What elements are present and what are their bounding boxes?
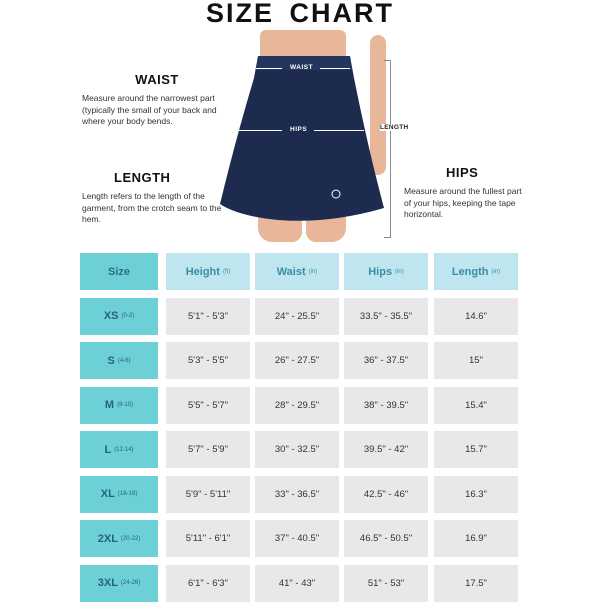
hips-cell: 46.5" - 50.5": [344, 520, 428, 557]
skirt-shape: [218, 48, 388, 238]
size-cell: [80, 565, 158, 602]
header-length: [434, 253, 518, 290]
length-cell: 14.6": [434, 298, 518, 335]
length-cell: 15.4": [434, 387, 518, 424]
height-cell: 5'3" - 5'5": [166, 342, 250, 379]
table-row: [80, 342, 520, 379]
waist-figure-label: WAIST: [290, 64, 314, 71]
size-label: XS: [103, 310, 119, 322]
size-label: S: [107, 354, 115, 367]
waist-description: Measure around the narrowest part (typically the small of your back and where your body bends.: [82, 93, 217, 126]
size-label: M: [104, 399, 115, 411]
size-range: (0-2): [121, 313, 135, 319]
table-row: [80, 431, 520, 468]
hips-heading: HIPS: [446, 165, 479, 180]
length-cell: 15.7": [434, 431, 518, 468]
size-cell: [80, 476, 158, 513]
skirt-illustration: [218, 30, 388, 242]
header-label: Waist: [276, 265, 306, 278]
length-line-top: [384, 60, 391, 61]
height-cell: 5'7" - 5'9": [166, 431, 250, 468]
header-label: Hips: [368, 265, 393, 278]
waist-cell: 26" - 27.5": [255, 342, 339, 379]
size-label: 2XL: [97, 532, 118, 545]
height-cell: 5'9" - 5'11": [166, 476, 250, 513]
page-title: SIZE CHART: [206, 0, 394, 28]
header-size: [80, 253, 158, 290]
length-line: [390, 60, 391, 238]
size-label: XL: [100, 488, 115, 500]
header-unit: (ft): [222, 268, 231, 275]
size-label: L: [104, 443, 112, 456]
waist-cell: 41" - 43": [255, 565, 339, 602]
hips-info: [404, 165, 529, 221]
hips-line: [238, 130, 282, 131]
length-description: Length refers to the length of the garment, from the crotch seam to the hem.: [82, 191, 222, 224]
header-hips: [344, 253, 428, 290]
waist-cell: 37" - 40.5": [255, 520, 339, 557]
waist-heading: WAIST: [135, 72, 179, 87]
hips-cell: 36" - 37.5": [344, 342, 428, 379]
table-row: [80, 476, 520, 513]
size-range: (20-22): [120, 535, 141, 542]
size-range: (16-18): [117, 491, 138, 497]
waist-cell: 33" - 36.5": [255, 476, 339, 513]
length-line-bottom: [384, 237, 391, 238]
size-cell: [80, 431, 158, 468]
header-label: Length: [451, 265, 489, 278]
hips-cell: 51" - 53": [344, 565, 428, 602]
length-cell: 15": [434, 342, 518, 379]
header-unit: (in): [395, 268, 404, 275]
size-cell: [80, 387, 158, 424]
height-cell: 6'1" - 6'3": [166, 565, 250, 602]
hips-line-right: [314, 130, 364, 131]
size-cell: [80, 520, 158, 557]
size-cell: [80, 298, 158, 335]
hips-cell: 38" - 39.5": [344, 387, 428, 424]
hips-figure-label: HIPS: [290, 126, 308, 133]
length-cell: 17.5": [434, 565, 518, 602]
table-header-row: [80, 253, 520, 290]
header-label: Size: [107, 265, 130, 278]
height-cell: 5'1" - 5'3": [166, 298, 250, 335]
header-label: Height: [185, 265, 220, 278]
height-cell: 5'11" - 6'1": [166, 520, 250, 557]
size-label: 3XL: [97, 577, 118, 589]
waist-line: [256, 68, 282, 69]
waist-cell: 30" - 32.5": [255, 431, 339, 468]
header-height: [166, 253, 250, 290]
size-range: (24-26): [120, 580, 141, 586]
length-heading: LENGTH: [114, 170, 171, 185]
waist-info: [82, 72, 232, 128]
header-unit: (in): [308, 268, 318, 275]
size-range: (12-14): [114, 446, 134, 453]
height-cell: 5'5" - 5'7": [166, 387, 250, 424]
length-cell: 16.9": [434, 520, 518, 557]
header-unit: (in): [491, 268, 501, 275]
length-figure-label: LENGTH: [380, 124, 409, 131]
table-row: [80, 387, 520, 424]
hips-cell: 39.5" - 42": [344, 431, 428, 468]
waist-cell: 28" - 29.5": [255, 387, 339, 424]
table-row: [80, 520, 520, 557]
waist-cell: 24" - 25.5": [255, 298, 339, 335]
hips-cell: 42.5" - 46": [344, 476, 428, 513]
size-range: (4-6): [117, 357, 131, 364]
waist-line-right: [320, 68, 350, 69]
size-cell: [80, 342, 158, 379]
hips-description: Measure around the fullest part of your hips, keeping the tape horizontal.: [404, 186, 522, 219]
table-row: [80, 298, 520, 335]
length-info: [82, 170, 222, 226]
header-waist: [255, 253, 339, 290]
length-cell: 16.3": [434, 476, 518, 513]
table-row: [80, 565, 520, 602]
hips-cell: 33.5" - 35.5": [344, 298, 428, 335]
size-range: (8-10): [117, 402, 134, 408]
